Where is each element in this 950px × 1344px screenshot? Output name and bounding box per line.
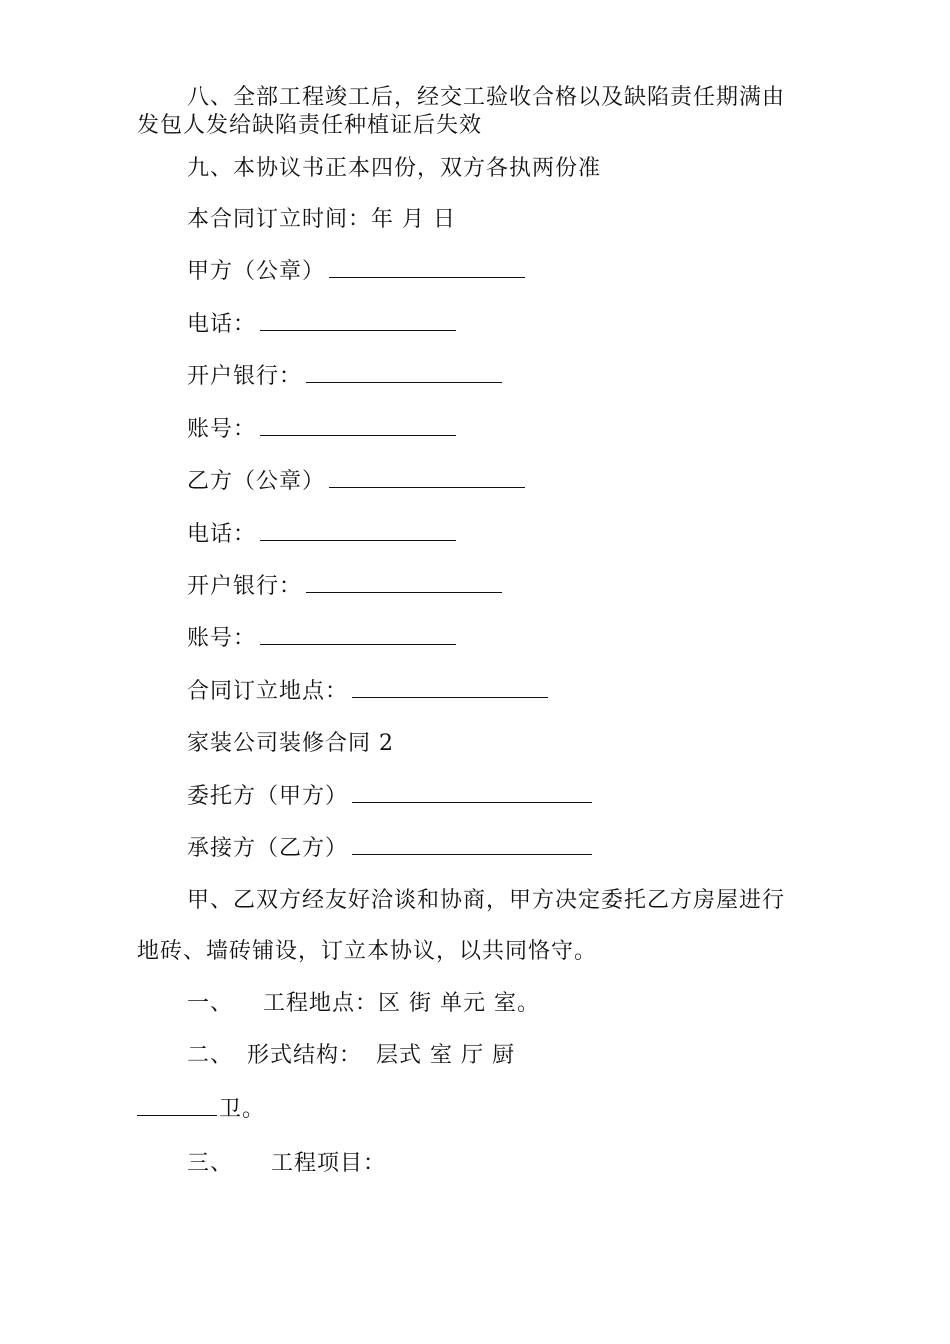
- party-b-seal-label: 乙方（公章）: [187, 469, 326, 494]
- client-label: 委托方（甲方）: [187, 784, 349, 809]
- clause-8-line-1: 八、全部工程竣工后，经交工验收合格以及缺陷责任期满由: [187, 85, 786, 110]
- item-2-cont-text: 卫。: [219, 1097, 266, 1122]
- party-a-phone-label: 电话：: [187, 312, 257, 337]
- intro-line-2: 地砖、墙砖铺设，订立本协议，以共同恪守。: [137, 939, 598, 964]
- party-a-bank-blank: [306, 364, 502, 383]
- party-a-bank-label: 开户银行：: [187, 364, 303, 389]
- clause-8-line-2: 发包人发给缺陷责任种植证后失效: [137, 113, 483, 138]
- party-b-account-row: [187, 626, 456, 652]
- party-b-account-label: 账号：: [187, 626, 257, 651]
- party-a-seal-blank: [329, 259, 525, 278]
- item-2: [187, 1043, 515, 1069]
- contractor-row: [187, 836, 592, 862]
- sign-date: 本合同订立时间：年 月 日: [187, 207, 456, 232]
- contractor-label: 承接方（乙方）: [187, 836, 349, 861]
- item-1-number: 一、: [187, 991, 234, 1016]
- item-3: [187, 1151, 386, 1177]
- sign-place-label: 合同订立地点：: [187, 679, 349, 704]
- party-a-bank-row: [187, 364, 502, 390]
- party-a-phone-row: [187, 312, 456, 338]
- contract-2-title: 家装公司装修合同 2: [187, 731, 394, 756]
- party-a-seal-label: 甲方（公章）: [187, 259, 326, 284]
- contractor-blank: [352, 836, 592, 855]
- client-row: [187, 784, 592, 810]
- item-2-blank: [137, 1097, 217, 1116]
- item-3-number: 三、: [187, 1151, 234, 1176]
- item-3-text: 工程项目：: [271, 1151, 387, 1176]
- party-a-account-blank: [260, 417, 456, 436]
- item-1-text: 工程地点：区 街 单元 室。: [263, 991, 540, 1016]
- party-b-seal-blank: [329, 469, 525, 488]
- party-b-account-blank: [260, 626, 456, 645]
- client-blank: [352, 784, 592, 803]
- party-a-account-row: [187, 417, 456, 443]
- party-a-account-label: 账号：: [187, 417, 257, 442]
- party-a-phone-blank: [260, 312, 456, 331]
- party-b-bank-blank: [306, 574, 502, 593]
- party-b-bank-label: 开户银行：: [187, 574, 303, 599]
- party-a-seal-row: [187, 259, 525, 285]
- party-b-bank-row: [187, 574, 502, 600]
- item-2-text: 层式 室 厅 厨: [376, 1043, 516, 1068]
- item-2-label: 形式结构：: [247, 1043, 363, 1068]
- sign-place-row: [187, 679, 548, 705]
- party-b-phone-blank: [260, 522, 456, 541]
- intro-line-1: 甲、乙双方经友好洽谈和协商，甲方决定委托乙方房屋进行: [187, 888, 786, 913]
- item-2-number: 二、: [187, 1043, 234, 1068]
- clause-9: 九、本协议书正本四份，双方各执两份准: [187, 156, 602, 181]
- item-1: [187, 991, 540, 1017]
- party-b-phone-label: 电话：: [187, 522, 257, 547]
- party-b-phone-row: [187, 522, 456, 548]
- sign-place-blank: [352, 679, 548, 698]
- party-b-seal-row: [187, 469, 525, 495]
- item-2-continuation: [137, 1097, 265, 1123]
